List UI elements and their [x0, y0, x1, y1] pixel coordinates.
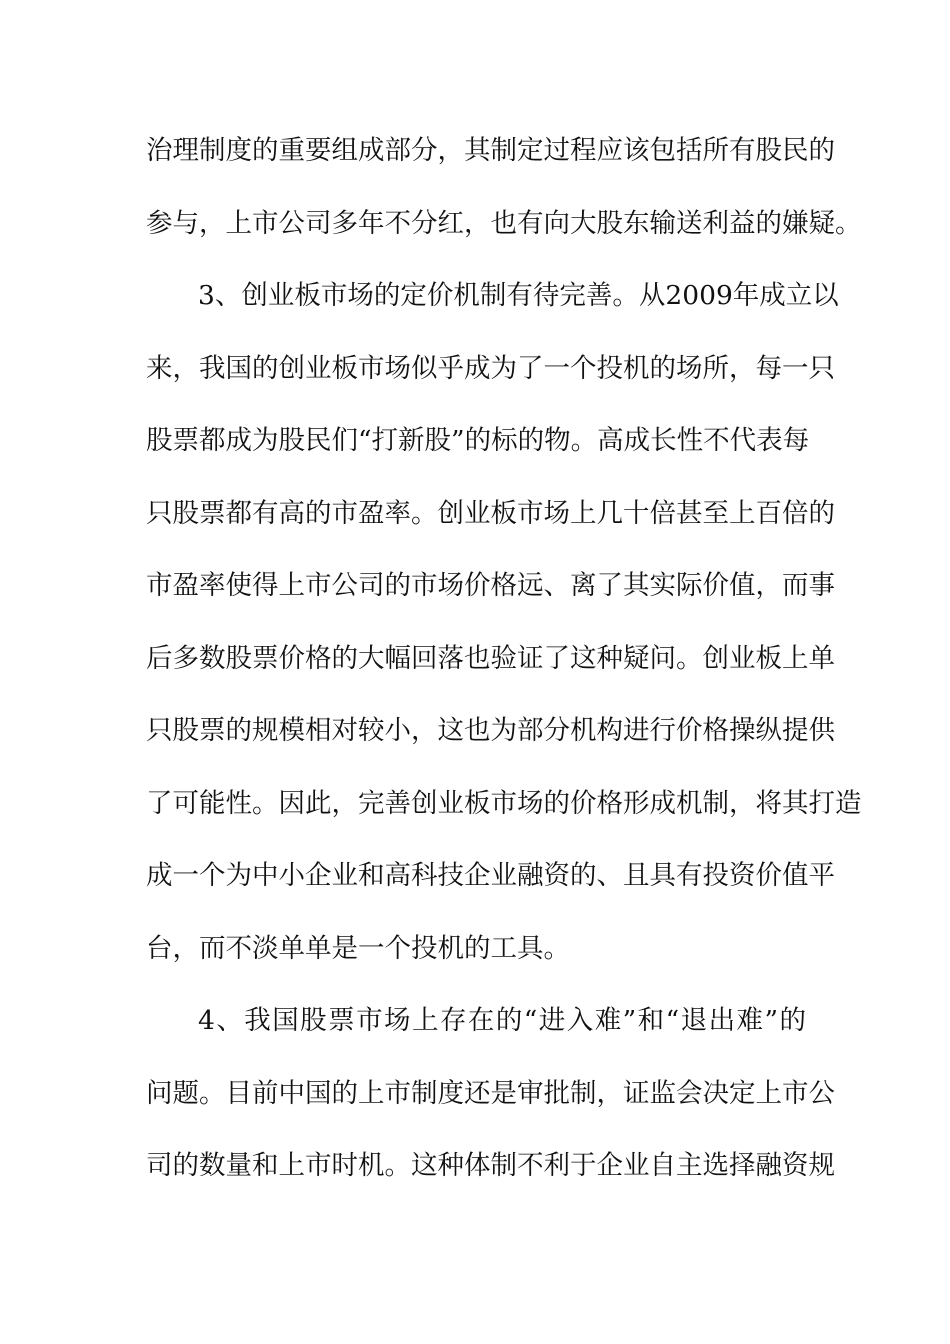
text-line: 后多数股票价格的大幅回落也验证了这种疑问。创业板上单 — [146, 643, 835, 674]
text-line: 成一个为中小企业和高科技企业融资的、且具有投资价值平 — [146, 860, 835, 891]
paragraph-start-line: 3、创业板市场的定价机制有待完善。从2009年成立以 — [198, 280, 839, 311]
text-line: 只股票的规模相对较小，这也为部分机构进行价格操纵提供 — [146, 715, 835, 746]
text-line: 股票都成为股民们“打新股”的标的物。高成长性不代表每 — [146, 425, 810, 456]
text-line: 治理制度的重要组成部分，其制定过程应该包括所有股民的 — [146, 135, 835, 166]
paragraph-start-line: 4、我国股票市场上存在的“进入难”和“退出难”的 — [198, 1005, 806, 1036]
text-line: 只股票都有高的市盈率。创业板市场上几十倍甚至上百倍的 — [146, 498, 835, 529]
text-line: 市盈率使得上市公司的市场价格远、离了其实际价值，而事 — [146, 570, 835, 601]
text-line: 司的数量和上市时机。这种体制不利于企业自主选择融资规 — [146, 1150, 835, 1181]
text-line: 参与，上市公司多年不分红，也有向大股东输送利益的嫌疑。 — [146, 208, 862, 239]
paragraph-end-line: 台，而不淡单单是一个投机的工具。 — [146, 933, 570, 964]
text-line: 问题。目前中国的上市制度还是审批制，证监会决定上市公 — [146, 1078, 835, 1109]
text-line: 了可能性。因此，完善创业板市场的价格形成机制，将其打造 — [146, 788, 862, 819]
text-line: 来，我国的创业板市场似乎成为了一个投机的场所，每一只 — [146, 353, 835, 384]
